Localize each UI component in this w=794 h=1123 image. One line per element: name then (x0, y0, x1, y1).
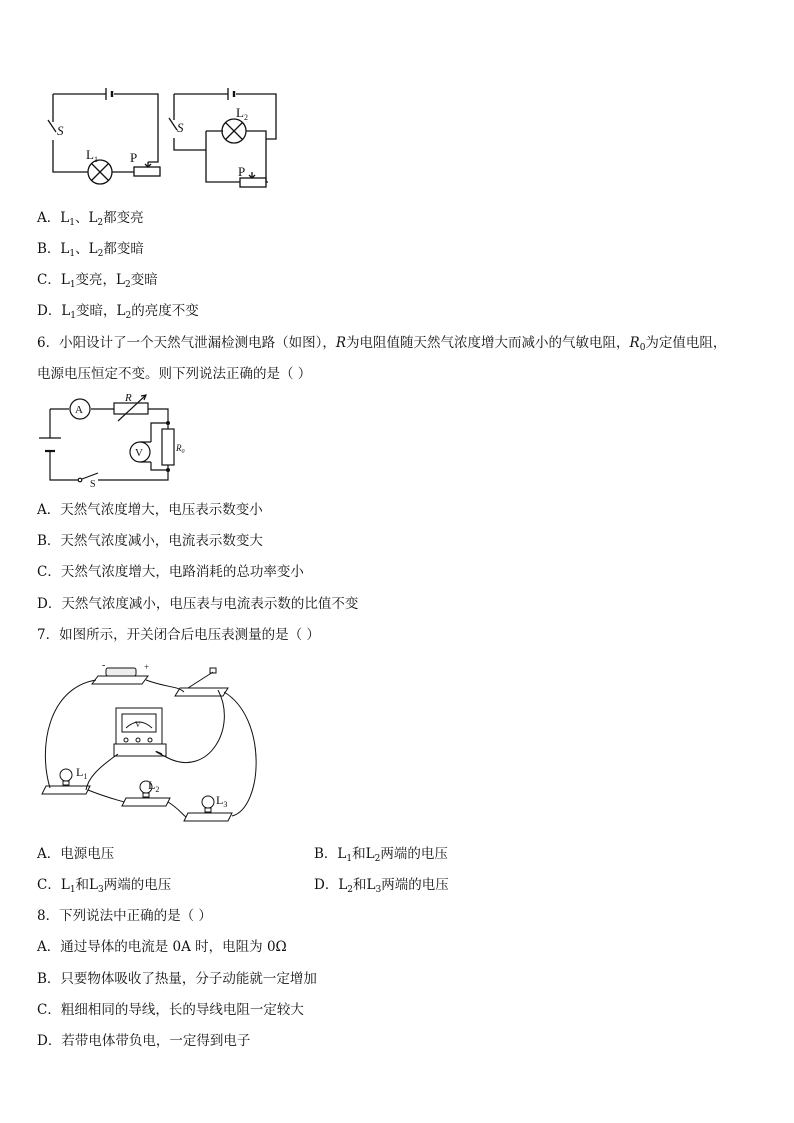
q7-fig-l1-label: $L_1$ (76, 765, 88, 781)
q8-option-a: A．通过导体的电流是 0A 时，电阻为 0Ω (37, 939, 287, 955)
q7-option-c: C．$L_1$和$L_3$两端的电压 (37, 877, 172, 895)
q6-stem-line2: 电源电压恒定不变。则下列说法正确的是（ ） (37, 366, 312, 382)
q7-fig-minus: - (102, 660, 106, 671)
q5-option-d: D．$L_1$变暗，$L_2$的亮度不变 (37, 303, 199, 321)
q6-circuit-figure (36, 393, 196, 488)
q5-fig-switch-label: S (57, 123, 64, 138)
q6-option-d: D．天然气浓度减小，电压表与电流表示数的比值不变 (37, 596, 359, 612)
q6-fig-r0-label: $R_0$ (176, 443, 185, 455)
q6-option-c: C．天然气浓度增大，电路消耗的总功率变小 (37, 564, 304, 580)
q5-fig-l2-label: $L_2$ (236, 105, 248, 122)
q7-apparatus-figure (38, 658, 268, 828)
q8-stem: 8．下列说法中正确的是（ ） (37, 908, 212, 924)
q7-stem: 7．如图所示，开关闭合后电压表测量的是（ ） (37, 627, 320, 643)
q7-option-a: A．电源电压 (37, 846, 115, 862)
q6-fig-voltmeter-label: V (135, 447, 143, 459)
q5-fig-p1-label: P (130, 150, 138, 165)
q6-option-b: B．天然气浓度减小，电流表示数变大 (37, 533, 263, 549)
q7-option-b: B．$L_1$和$L_2$两端的电压 (314, 846, 448, 864)
q6-fig-switch-label: S (90, 479, 96, 488)
q8-option-d: D．若带电体带负电，一定得到电子 (37, 1033, 251, 1049)
q7-fig-voltmeter-label: V (135, 720, 141, 729)
q6-fig-r-label: R (125, 393, 132, 404)
q5-option-c: C．$L_1$变亮，$L_2$变暗 (37, 272, 158, 290)
q6-fig-ammeter-label: A (75, 404, 83, 416)
q5-option-b: B．$L_1$、$L_2$都变暗 (37, 241, 144, 259)
q6-option-a: A．天然气浓度增大，电压表示数变小 (37, 502, 263, 518)
q7-fig-l2-label: $L_2$ (148, 778, 160, 794)
q5-option-a: A．$L_1$、$L_2$都变亮 (37, 210, 144, 228)
q6-stem-line1: 6．小阳设计了一个天然气泄漏检测电路（如图），R为电阻值随天然气浓度增大而减小的气敏电阻，$R_0$为定值电阻， (37, 335, 727, 353)
q8-option-b: B．只要物体吸收了热量，分子动能就一定增加 (37, 971, 317, 987)
q5-circuit-figure (38, 84, 288, 190)
q7-fig-l3-label: $L_3$ (216, 793, 228, 809)
q5-fig-switch2-label: S (177, 120, 184, 135)
q8-option-c: C．粗细相同的导线，长的导线电阻一定较大 (37, 1002, 304, 1018)
q7-option-d: D．$L_2$和$L_3$两端的电压 (314, 877, 449, 895)
q7-fig-plus: + (144, 662, 150, 672)
q5-fig-l1-label: $L_1$ (86, 147, 98, 164)
q5-fig-p2-label: P (238, 164, 246, 179)
